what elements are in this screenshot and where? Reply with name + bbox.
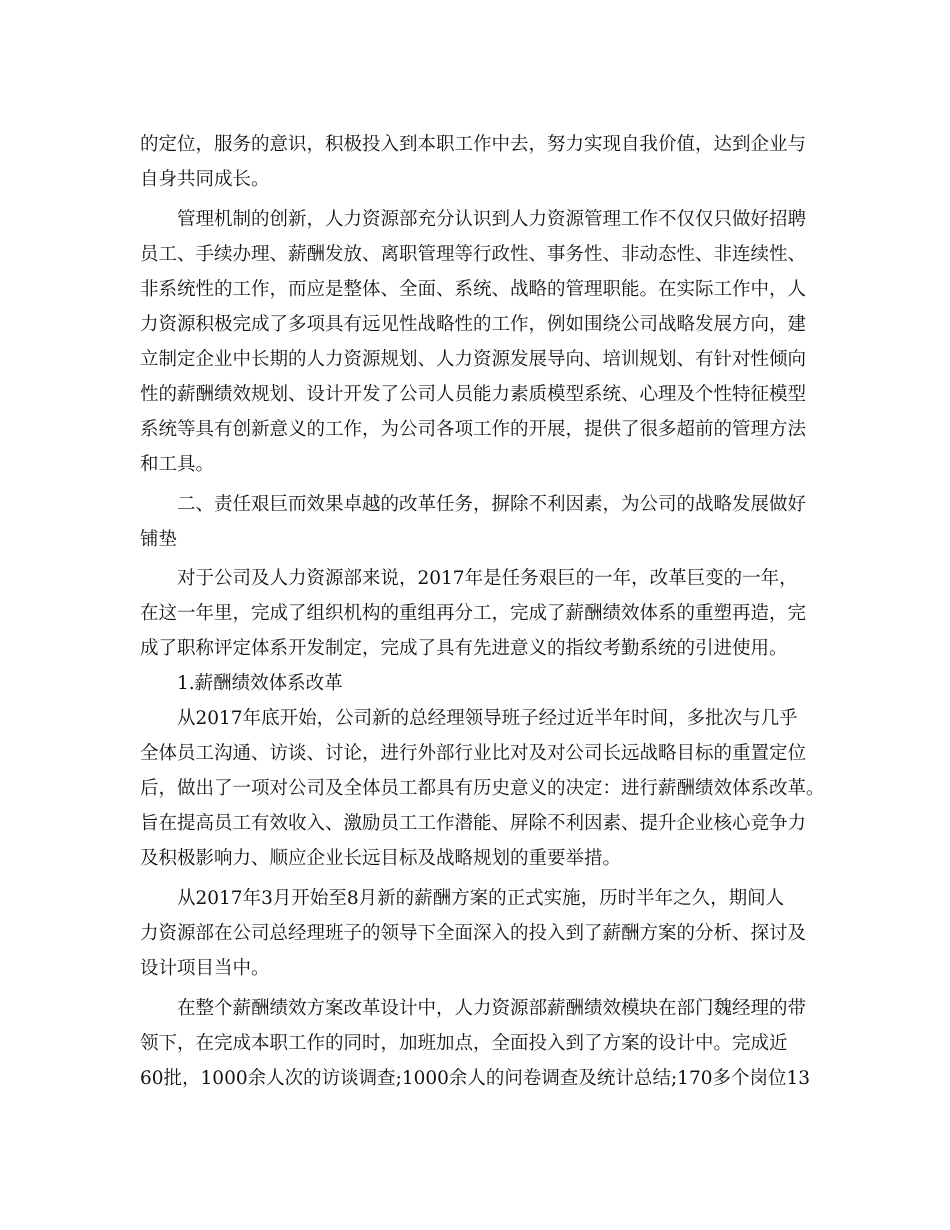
text-line-11: 二、责任艰巨而效果卓越的改革任务，摒除不利因素，为公司的战略发展做好 (177, 494, 807, 515)
text-line-15: 成了职称评定体系开发制定，完成了具有先进意义的指纹考勤系统的引进使用。 (140, 638, 788, 659)
text-line-19: 后，做出了一项对公司及全体员工都具有历史意义的决定：进行薪酬绩效体系改革。 (140, 778, 825, 799)
text-line-4: 员工、手续办理、薪酬发放、离职管理等行政性、事务性、非动态性、非连续性、 (140, 244, 807, 265)
text-line-23: 力资源部在公司总经理班子的领导下全面深入的投入到了薪酬方案的分析、探讨及 (140, 923, 807, 944)
text-line-7: 立制定企业中长期的人力资源规划、人力资源发展导向、培训规划、有针对性倾向 (140, 349, 807, 370)
text-line-25: 在整个薪酬绩效方案改革设计中，人力资源部薪酬绩效模块在部门魏经理的带 (177, 998, 807, 1019)
text-line-27: 60批，1000余人次的访谈调查;1000余人的问卷调查及统计总结;170多个岗位13 (140, 1068, 811, 1089)
text-line-10: 和工具。 (140, 454, 215, 475)
text-line-20: 旨在提高员工有效收入、激励员工工作潜能、屏除不利因素、提升企业核心竞争力 (140, 813, 807, 834)
text-line-22: 从2017年3月开始至8月新的薪酬方案的正式实施，历时半年之久，期间人 (177, 888, 785, 909)
text-line-2: 自身共同成长。 (140, 169, 270, 190)
text-line-13: 对于公司及人力资源部来说，2017年是任务艰巨的一年，改革巨变的一年， (177, 568, 798, 589)
text-line-21: 及积极影响力、顺应企业长远目标及战略规划的重要举措。 (140, 848, 622, 869)
text-line-26: 领下，在完成本职工作的同时，加班加点，全面投入到了方案的设计中。完成近 (140, 1033, 788, 1054)
text-line-9: 系统等具有创新意义的工作，为公司各项工作的开展，提供了很多超前的管理方法 (140, 419, 807, 440)
text-line-16: 1.薪酬绩效体系改革 (177, 673, 343, 694)
text-line-1: 的定位，服务的意识，积极投入到本职工作中去，努力实现自我价值，达到企业与 (140, 134, 807, 155)
text-line-24: 设计项目当中。 (140, 958, 270, 979)
text-line-3: 管理机制的创新，人力资源部充分认识到人力资源管理工作不仅仅只做好招聘 (177, 209, 807, 230)
text-line-18: 全体员工沟通、访谈、讨论，进行外部行业比对及对公司长远战略目标的重置定位 (140, 743, 807, 764)
text-line-8: 性的薪酬绩效规划、设计开发了公司人员能力素质模型系统、心理及个性特征模型 (140, 384, 807, 405)
text-line-6: 力资源积极完成了多项具有远见性战略性的工作，例如围绕公司战略发展方向，建 (140, 314, 807, 335)
text-line-17: 从2017年底开始，公司新的总经理领导班子经过近半年时间，多批次与几乎 (177, 708, 798, 729)
text-line-14: 在这一年里，完成了组织机构的重组再分工，完成了薪酬绩效体系的重塑再造，完 (140, 603, 807, 624)
text-line-12: 铺垫 (140, 529, 178, 550)
text-line-5: 非系统性的工作，而应是整体、全面、系统、战略的管理职能。在实际工作中，人 (140, 279, 807, 300)
